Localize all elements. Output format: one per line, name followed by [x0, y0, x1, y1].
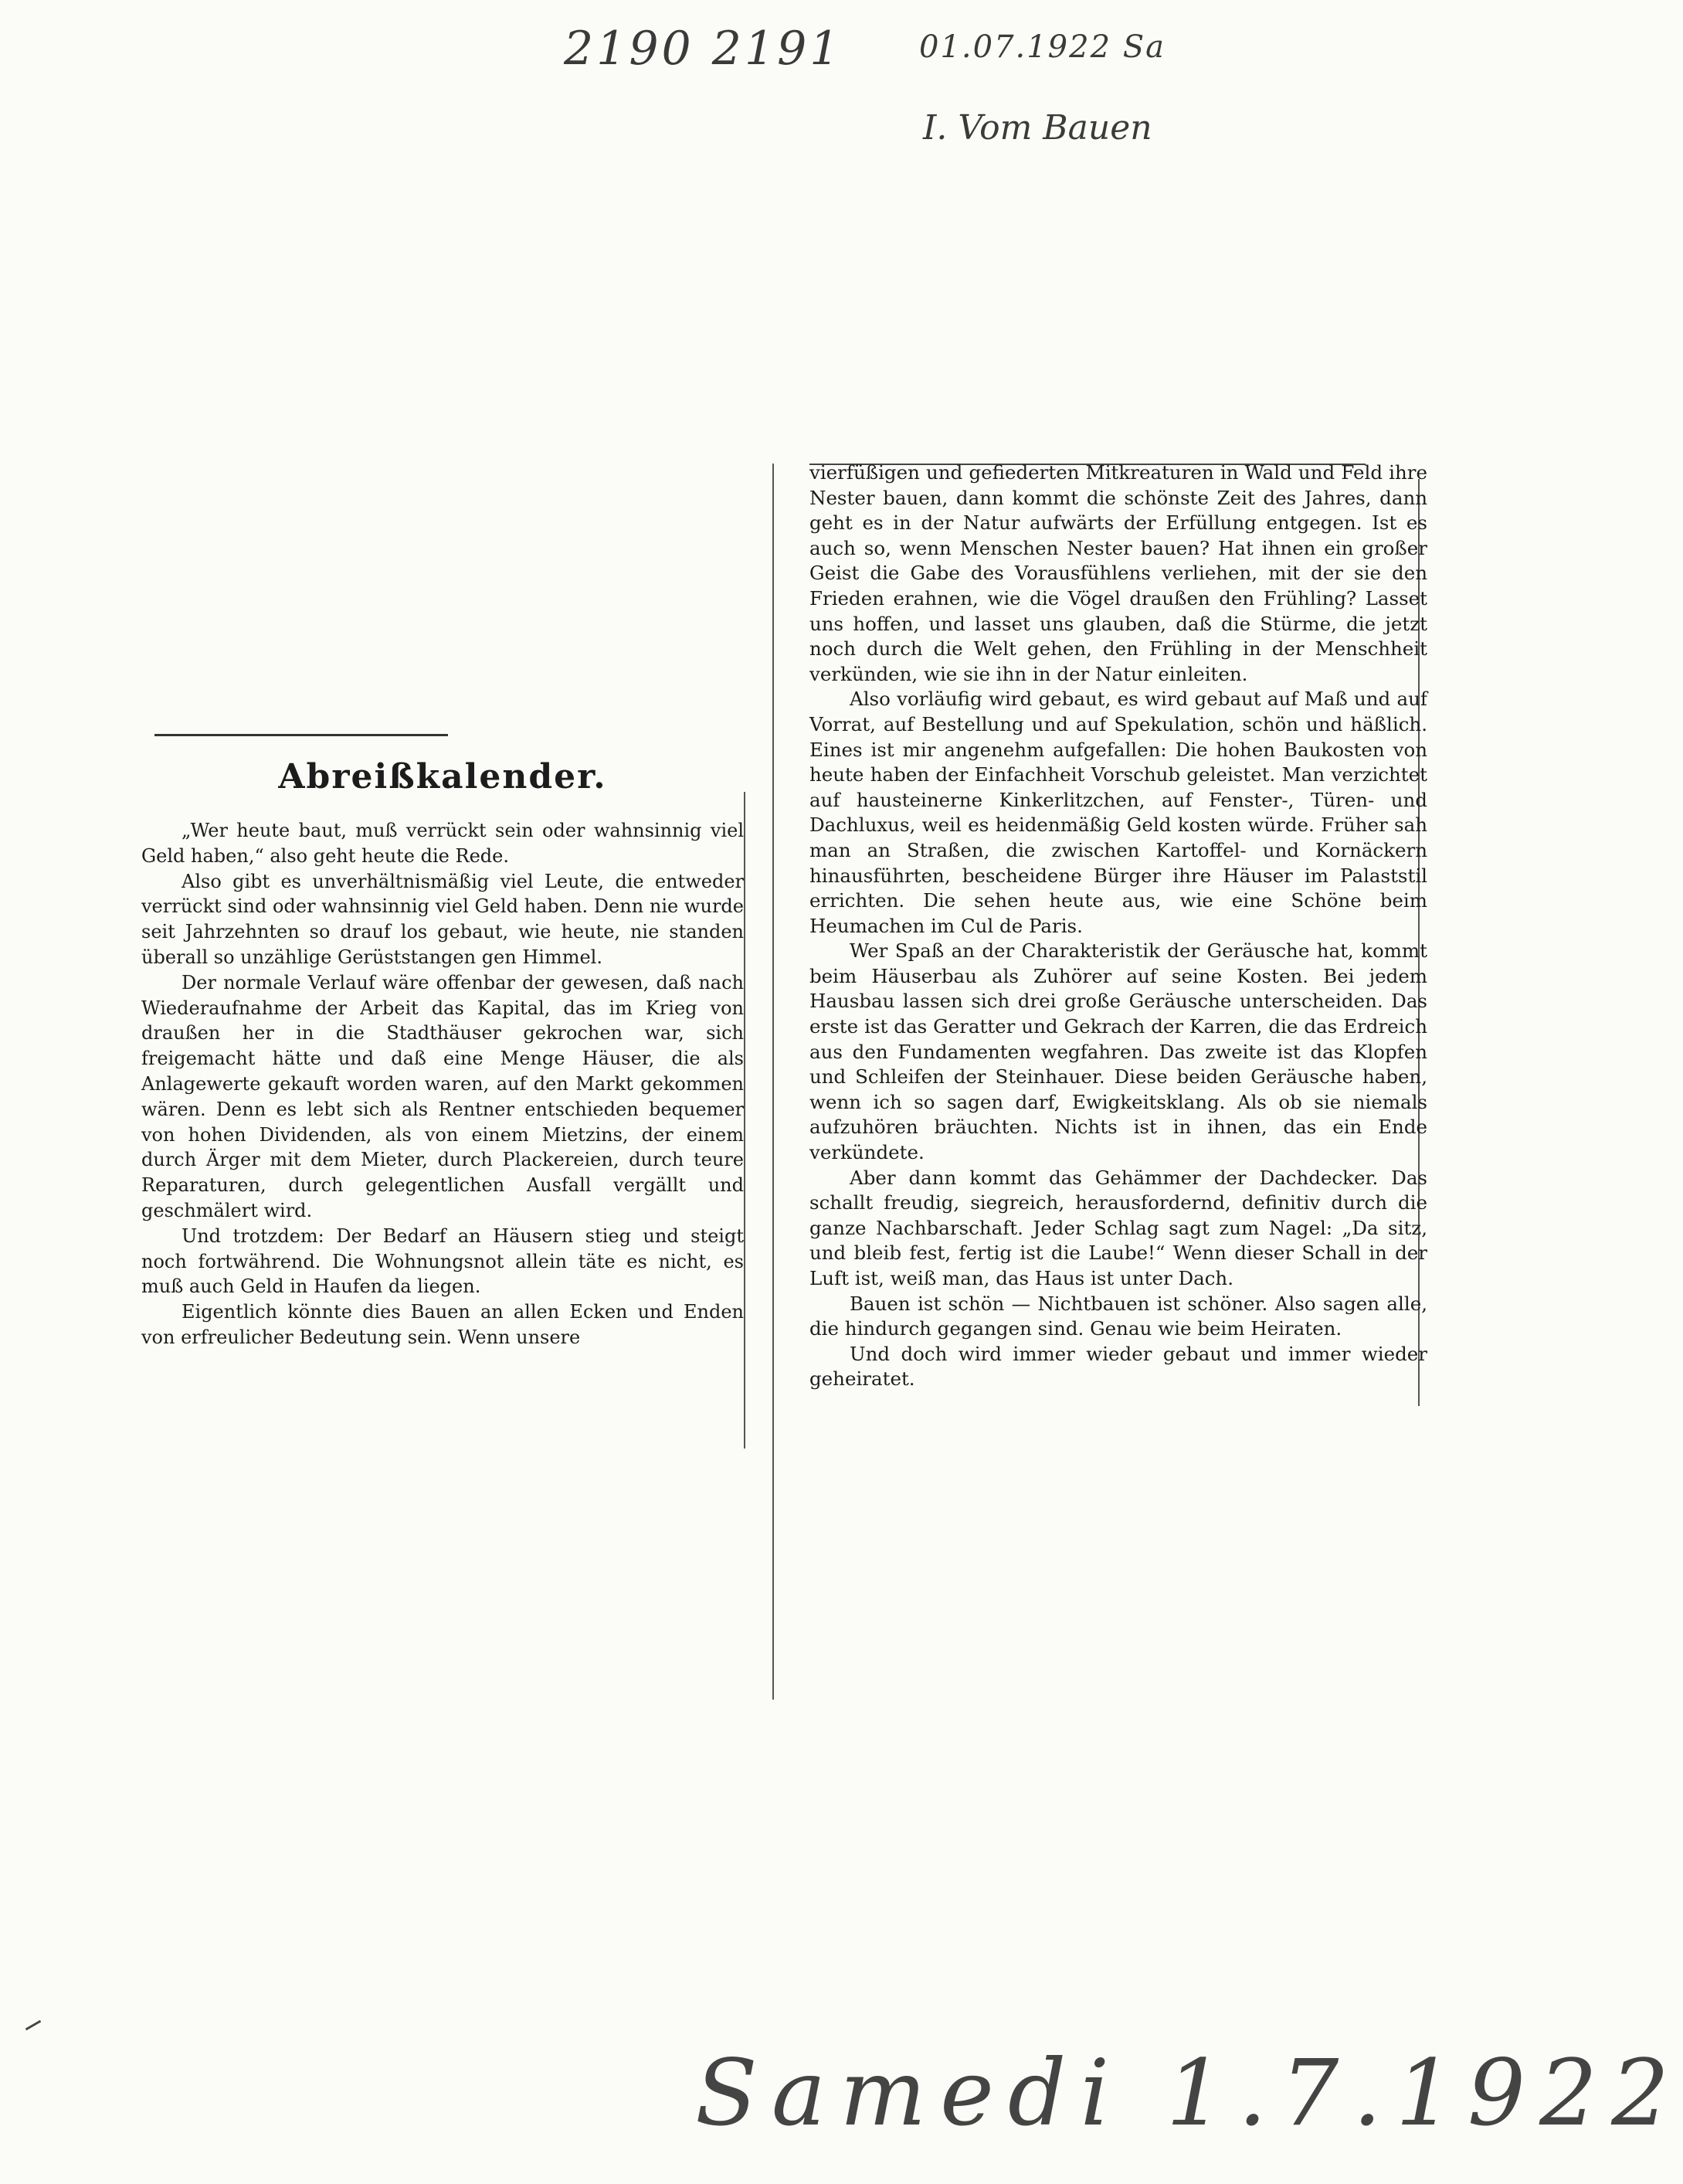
- article-paragraph: Also gibt es unverhältnismäßig viel Leute, die entweder verrückt sind oder wahnsinnig viel Geld haben. Denn nie wurde seit Jahrzehnten so drauf los gebaut, wie heute, nie standen überall so unzählige Gerüststangen gen Himmel.: [141, 870, 744, 968]
- handwritten-date: Samedi 1.7.1922: [695, 2040, 1683, 2146]
- archive-number-annotation: 2190 2191: [564, 22, 843, 76]
- column-border-left: [744, 792, 745, 1449]
- article-paragraph: Und trotzdem: Der Bedarf an Häusern stieg und steigt noch fortwährend. Die Wohnungsnot allein täte es nicht, es muß auch Geld in Haufen da liegen.: [141, 1224, 744, 1298]
- article-paragraph: Und doch wird immer wieder gebaut und immer wieder geheiratet.: [809, 1342, 1427, 1391]
- article-paragraph: Aber dann kommt das Gehämmer der Dachdecker. Das schallt freudig, siegreich, herausfordernd, definitiv durch die ganze Nachbarschaft. Jeder Schlag sagt zum Nagel: „Da sitz, und bleib fest, fertig ist die Laube!“ Wenn dieser Schall in der Luft ist, weiß man, das Haus ist unter Dach.: [809, 1166, 1427, 1289]
- article-column-right: [809, 460, 1427, 1392]
- article-paragraph: Also vorläufig wird gebaut, es wird gebaut auf Maß und auf Vorrat, auf Bestellung und auf Spekulation, schön und häßlich. Eines ist mir angenehm aufgefallen: Die hohen Baukosten von heute haben der Einfachheit Vorschub geleistet. Man verzichtet auf hausteinerne Kinkerlitzchen, auf Fenster-, Türen- und Dachluxus, weil es heidenmäßig Geld kosten würde. Früher sah man an Straßen, die zwischen Kartoffel- und Kornäckern hinausführten, bescheidene Bürger ihre Häuser im Palaststil errichten. Die sehen heute aus, wie eine Schöne beim Heumachen im Cul de Paris.: [809, 688, 1427, 937]
- archive-date-annotation: 01.07.1922 Sa: [919, 29, 1166, 65]
- pencil-mark: [25, 2020, 42, 2031]
- article-paragraph: vierfüßigen und gefiederten Mitkreaturen in Wald und Feld ihre Nester bauen, dann kommt die schönste Zeit des Jahres, dann geht es in der Natur aufwärts der Erfüllung entgegen. Ist es auch so, wenn Menschen Nester bauen? Hat ihnen ein großer Geist die Gabe des Vorausfühlens verliehen, mit der sie den Frieden erahnen, wie die Vögel draußen den Frühling? Lasset uns hoffen, und lasset uns glauben, daß die Stürme, die jetzt noch durch die Welt gehen, den Frühling in der Menschheit verkünden, wie sie ihn in der Natur einleiten.: [809, 461, 1427, 685]
- article-paragraph: Bauen ist schön — Nichtbauen ist schöner. Also sagen alle, die hindurch gegangen sind. Genau wie beim Heiraten.: [809, 1292, 1427, 1340]
- article-paragraph: Wer Spaß an der Charakteristik der Geräusche hat, kommt beim Häuserbau als Zuhörer auf seine Kosten. Bei jedem Hausbau lassen sich drei große Geräusche unterscheiden. Das erste ist das Geratter und Gekrach der Karren, die das Erdreich aus den Fundamenten wegfahren. Das zweite ist das Klopfen und Schleifen der Steinhauer. Diese beiden Geräusche haben, wenn ich so sagen darf, Ewigkeitsklang. Als ob sie niemals aufzuhören bräuchten. Nichts ist in ihnen, das ein Ende verkündete.: [809, 939, 1427, 1164]
- category-annotation: I. Vom Bauen: [923, 108, 1152, 148]
- article-paragraph: „Wer heute baut, muß verrückt sein oder wahnsinnig viel Geld haben,“ also geht heute die Rede.: [141, 820, 744, 867]
- article-paragraph: Der normale Verlauf wäre offenbar der gewesen, daß nach Wiederaufnahme der Arbeit das Kapital, das im Krieg von draußen her in die Stadthäuser gekrochen war, sich freigemacht hätte und daß eine Menge Häuser, die als Anlagewerte gekauft worden waren, auf den Markt gekommen wären. Denn es lebt sich als Rentner entschieden bequemer von hohen Dividenden, als von einem Mietzins, der einem durch Ärger mit dem Mieter, durch Plackereien, durch teure Reparaturen, durch gelegentlichen Ausfall vergällt und geschmälert wird.: [141, 971, 744, 1221]
- article-title: Abreißkalender.: [278, 757, 607, 796]
- article-column-left: [141, 734, 744, 1350]
- column-border-right-left: [772, 464, 774, 1700]
- article-paragraph: Eigentlich könnte dies Bauen an allen Ecken und Enden von erfreulicher Bedeutung sein. Wenn unsere: [141, 1301, 744, 1348]
